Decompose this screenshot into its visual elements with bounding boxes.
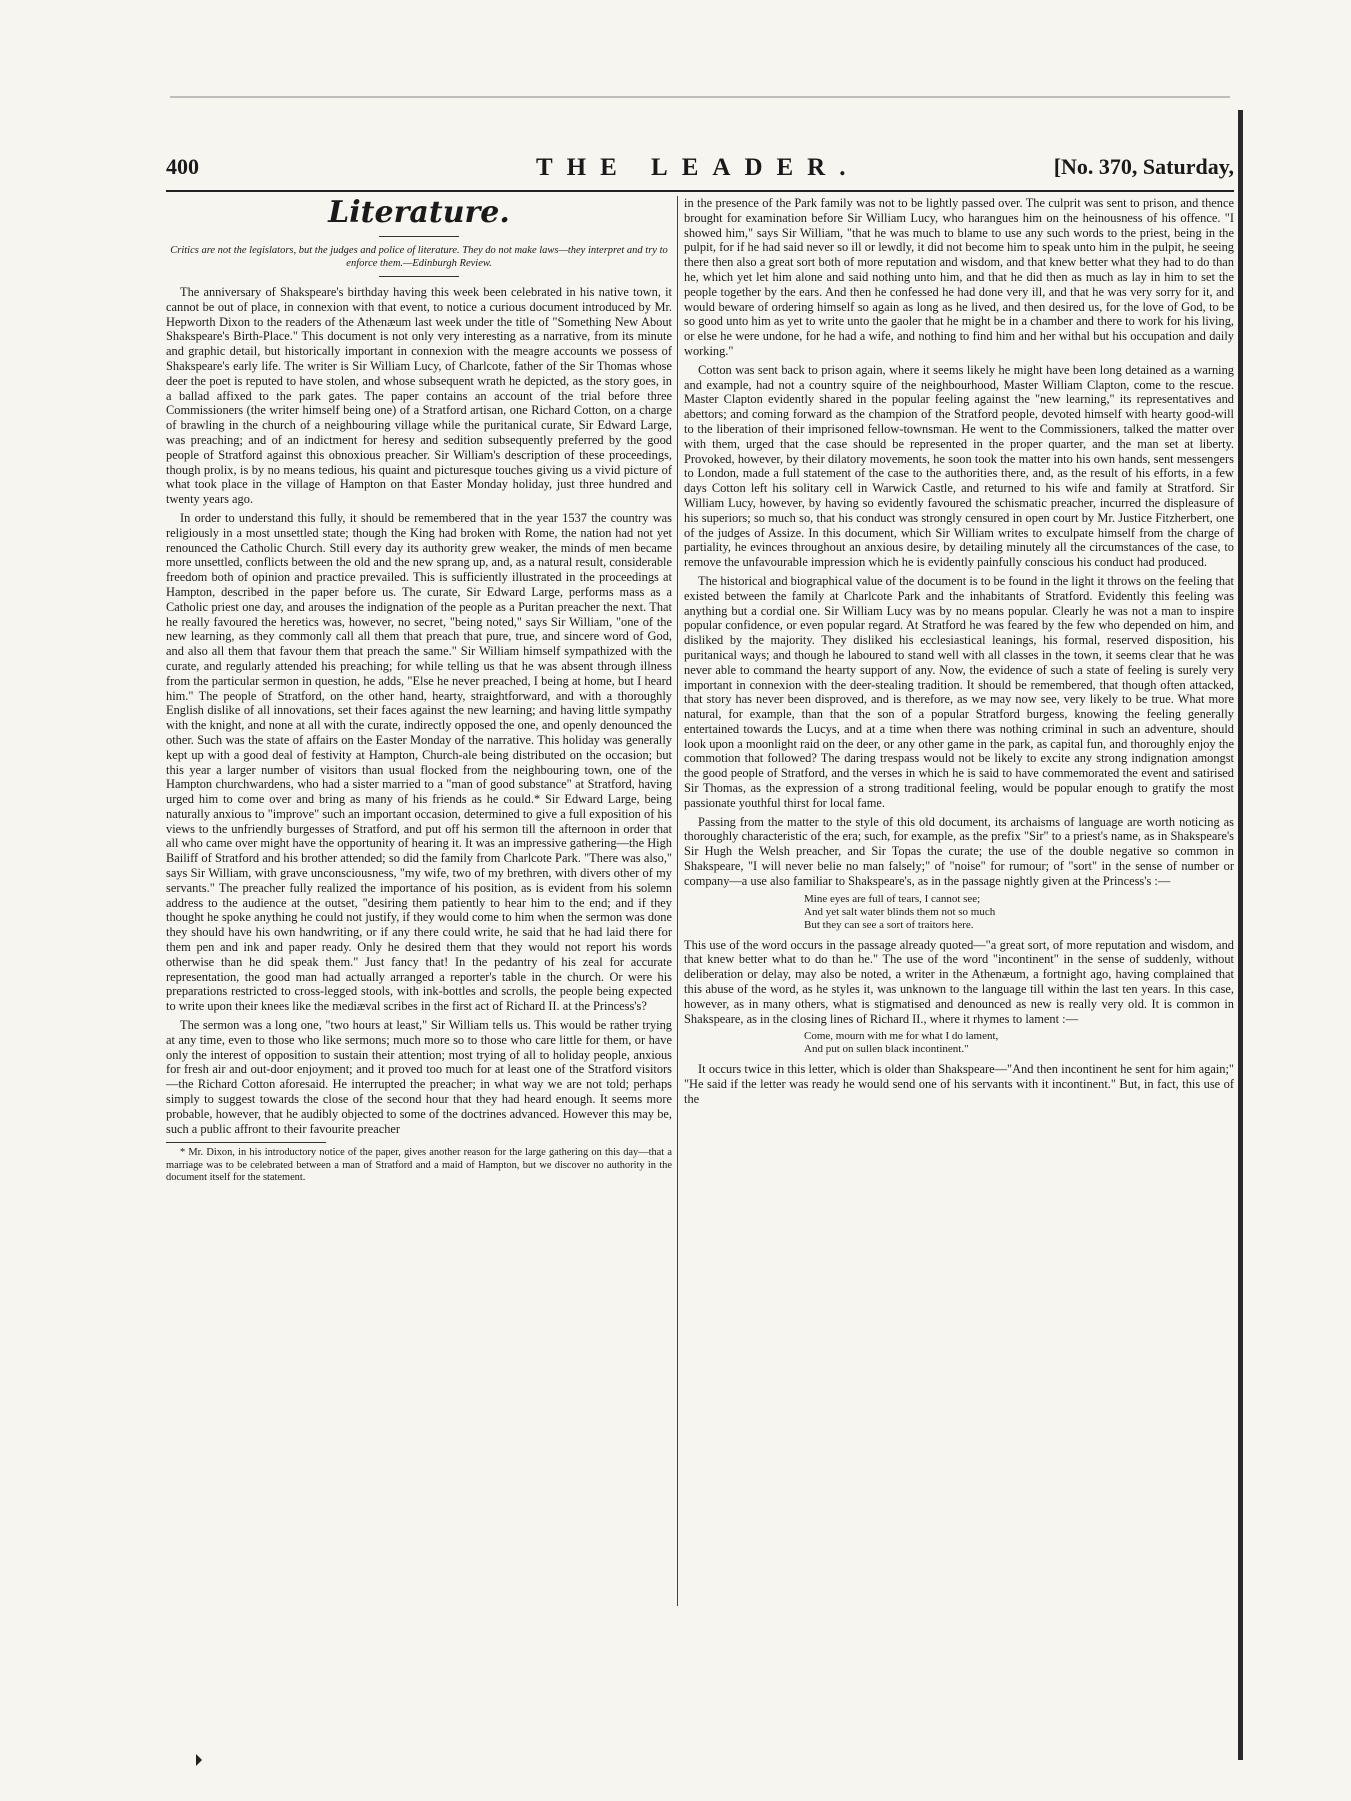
verse-quote (804, 1030, 1234, 1056)
footnote: * Mr. Dixon, in his introductory notice of the paper, gives another reason for the large gathering on this day—that a marriage was to be celebrated between a man of Stratford and a maid of Hampton, but we discover no authority in the document itself for the statement. (166, 1147, 672, 1184)
binding-edge (1238, 110, 1243, 1760)
epigraph: Critics are not the legislators, but the judges and police of literature. They do not make laws—they interpret and try to enforce them.—Edinburgh Review. (170, 245, 668, 269)
paragraph: The historical and biographical value of the document is to be found in the light it throws on the feeling that existed between the family at Charlcote Park and the inhabitants of Stratford. Evidently this feeling was anything but a cordial one. Sir William Lucy was by no means popular. Clearly he was not a man to inspire popular confidence, or even popular regard. At Stratford he was feared by the few who depended on him, and disliked by the majority. They disliked his ecclesiastical leanings, his formal, reserved disposition, his puritanical ways; and though he laboured to stand well with all classes in the town, it seems clear that he was never able to command the hearty support of any. Now, the evidence of such a state of feeling is surely very important in connexion with the deer-stealing tradition. It should be remembered, that though often attacked, that story has never been disproved, and is therefore, as we may now see, very likely to be true. What more natural, for example, than that the son of a popular Stratford burgess, knowing the feeling generally entertained towards the Lucys, and at a time when there was nothing criminal in such an adventure, should look upon a moonlight raid on the deer, or any other game in the park, as capital fun, and thoroughly enjoy the commotion that followed? The daring trespass would not be likely to excite any strong indignation amongst the good people of Stratford, and the verses in which he is said to have commemorated the event and satirised Sir Thomas, as the expression of a strong traditional feeling, would be popular enough to gratify the most passionate youthful thirst for local fame. (684, 573, 1234, 810)
right-column (684, 196, 1234, 1111)
page-number: 400 (166, 154, 199, 179)
paragraph: The anniversary of Shakspeare's birthday having this week been celebrated in his native town, it cannot be out of place, in connexion with that event, to notice a curious document introduced by Mr. Hepworth Dixon to the readers of the Athenæum last week under the title of "Something New About Shakspeare's Birth-Place." This document is not only very interesting as a narrative, from its minute and graphic detail, but historically important in connexion with the meagre accounts we possess of Shakspeare's early life. The writer is Sir William Lucy, of Charlcote, father of the Sir Thomas whose deer the poet is reputed to have stolen, and whose subsequent wrath he depicted, as the story goes, in a ballad affixed to the park gates. The paper contains an account of the trial before three Commissioners (the writer himself being one) of a Stratford artisan, one Richard Cotton, on a charge of brawling in the church of a neighbouring village while the puritanical curate, Sir Edward Large, was preaching; and of an indictment for heresy and sedition subsequently preferred by the good people of Stratford against this obnoxious preacher. Sir William's description of these proceedings, though prolix, is by no means tedious, his quaint and picturesque touches giving us a vivid picture of what took place in the village of Hampton on that Easter Monday holiday, just three hundred and twenty years ago. (166, 285, 672, 507)
paragraph: in the presence of the Park family was not to be lightly passed over. The culprit was sent to prison, and thence brought for examination before Sir William Lucy, who harangues him on the heinousness of his offence. "I showed him," says Sir William, "that he was much to blame to use any such words to the priest, being in the pulpit, for if he had said never so ill or lewdly, it did not become him to speak unto him in the pulpit, he seeing there then also a great sort both of more reputation and wisdom, and that knew better what they had to do than he, which yet let him alone and said nothing unto him, and that he did then as much as lay in him to set the people together by the ears. And then he confessed he had done very ill, and that he was very sorry for it, and would beware of ordering himself so again as long as he lived, and then desired us, for the love of God, to be so good unto him as yet to write unto the gaoler that he might be in a chamber and there to work for his living, or else he were undone, for he had a wife, and nothing to find him and her withal but his occupation and daily working." (684, 196, 1234, 358)
issue-info: [No. 370, Saturday, (1053, 154, 1234, 179)
paragraph: In order to understand this fully, it should be remembered that in the year 1537 the country was religiously in a most unsettled state; though the King had broken with Rome, the nation had not yet renounced the Catholic Church. Still every day its authority grew weaker, the minds of men became more unsettled, conflicts between the old and the new sprang up, and, as a natural result, considerable freedom both of opinion and practice prevailed. This is sufficiently illustrated in the proceedings at Hampton, described in the paper before us. The curate, Sir Edward Large, performs mass as a Catholic priest one day, and arouses the indignation of the people as a Puritan preacher the next. That he really favoured the heretics was, however, no secret, "being noted," says Sir William, "one of the new learning, as they commonly call all them that preach that pure, true, and sincere word of God, and also all them that favour them that preach the same." Sir William himself sympathized with the curate, and regularly attended his preaching; for while telling us that he was absent through illness from the particular sermon in question, he adds, "Else he never preached, I being at home, but I heard him." The people of Stratford, on the other hand, hearty, straightforward, and with a thoroughly English dislike of all innovations, set their faces against the new learning; and having little sympathy with the knight, and none at all with the curate, indirectly opposed the one, and openly denounced the other. Such was the state of affairs on the Easter Monday of the narrative. This holiday was generally kept up with a good deal of festivity at Hampton, Church-ale being distributed on the occasion; but this year a larger number of visitors than usual flocked from the neighbouring town, one of the Hampton churchwardens, who had a sister married to a "man of good substance" at Stratford, having urged him to come over and bring as many of his friends as he could.* Sir Edward Large, being naturally anxious to "improve" such an important occasion, determined to give a full exposition of his views to the unfriendly burgesses of Stratford, and put off his sermon till the afternoon in order that all who came over might have the opportunity of hearing it. It was an impressive gathering—the High Bailiff of Stratford and his brother attended; so did the family from Charlcote Park. "There was also," says Sir William, with grave unconsciousness, "my wife, two of my brethren, with divers other of my servants." The preacher fully realized the importance of his position, as is evident from his solemn address to the audience at the outset, "desiring them patiently to hear him to the end; and if they thought he spoke anything he could not justify, if they would come to him when the sermon was done they should have his own handwriting, or if any there could write, he said that he had laid there for them pen and ink and paper ready. Only he desired them that they would not report his words otherwise than he did speak them." Just fancy that! In the pedantry of his zeal for accurate representation, the good man had actually arranged a reporter's table in the church. Or were his preparations restricted to cross-legged stools, with ink-bottles and scrolls, the people being expected to write upon their knees like the mediæval scribes in the first act of Richard II. at the Princess's? (166, 510, 672, 1014)
paragraph: Cotton was sent back to prison again, where it seems likely he might have been long detained as a warning and example, had not a country squire of the neighbourhood, Master William Clapton, come to the rescue. Master Clapton evidently shared in the popular feeling against the "new learning," its representatives and abettors; and coming forward as the champion of the Stratford people, devoted himself with hearty good-will to the liberation of their imprisoned fellow-townsman. He went to the Commissioners, talked the matter over with them, urged that the case should be represented in the proper quarter, and the man set at liberty. Provoked, however, by their dilatory movements, he soon took the matter into his own hands, sent messengers to London, made a full statement of the case to the authorities there, and, as the result of his efforts, in a few days Cotton left his solitary cell in Warwick Castle, and returned to his wife and family at Stratford. Sir William Lucy, however, by having so evidently favoured the schismatic preacher, incurred the displeasure of his superiors; so much so, that his conduct was strongly censured in open court by Mr. Justice Fitzherbert, one of the judges of Assize. In this document, which Sir William writes to exculpate himself from the charge of partiality, he evinces throughout an anxious desire, by detailing minutely all the circumstances of the case, to remove the unfavourable impression which he is evidently painfully conscious his conduct had produced. (684, 362, 1234, 570)
corner-mark (196, 1754, 202, 1766)
verse-quote (804, 893, 1234, 932)
epigraph-rule (379, 276, 459, 277)
column-divider (677, 196, 678, 1606)
newspaper-title: THE LEADER. (536, 154, 860, 181)
page-header (166, 154, 1234, 192)
left-column (166, 196, 672, 1185)
verse-line: And put on sullen black incontinent." (804, 1043, 969, 1056)
verse-line: But they can see a sort of traitors here. (804, 918, 974, 931)
verse-line: Mine eyes are full of tears, I cannot see; (804, 892, 981, 905)
title-rule (379, 236, 459, 237)
paragraph: It occurs twice in this letter, which is older than Shakspeare—"And then incontinent he sent for him again;" "He said if the letter was ready he would send one of his servants with it incontinent." But, in fact, this use of the (684, 1062, 1234, 1107)
section-title: Literature. (328, 195, 510, 230)
paragraph: Passing from the matter to the style of this old document, its archaisms of language are worth noticing as thoroughly characteristic of the era; such, for example, as the prefix "Sir" to a priest's name, as in Shakspeare's Sir Hugh the Welsh preacher, and Sir Topas the curate; the use of the double negative so common in Shakspeare, "I will never belie no man falsely;" of "noise" for rumour; of "sort" in the sense of number or company—a use also familiar to Shakspeare's, as in the passage nightly given at the Princess's :— (684, 814, 1234, 888)
footnote-rule (166, 1142, 326, 1143)
paragraph: This use of the word occurs in the passage already quoted—"a great sort, of more reputation and wisdom, and that knew better what to do than he." The use of the word "incontinent" in the sense of suddenly, without deliberation or delay, may also be noted, a writer in the Athenæum, a fortnight ago, having complained that this abuse of the word, as he styles it, was unknown to the language till within the last ten years. In this case, however, as in many others, what is stigmatised and denounced as new is really very old. It is common in Shakspeare, as in the closing lines of Richard II., where it rhymes to lament :— (684, 937, 1234, 1026)
verse-line: And yet salt water blinds them not so much (804, 905, 996, 918)
top-rule (170, 96, 1230, 98)
paragraph: The sermon was a long one, "two hours at least," Sir William tells us. This would be rather trying at any time, even to those who like sermons; much more so to those who care little for them, or have only the interest of opposition to sustain their attention; most trying of all to holiday people, anxious for fresh air and out-door enjoyment; and it proved too much for at least one of the Stratford visitors—the Richard Cotton aforesaid. He interrupted the preacher; in what way we are not told; perhaps simply to suggest towards the close of the second hour that they had heard enough. It seems more probable, however, that he audibly objected to some of the doctrines advanced. However this may be, such a public affront to their favourite preacher (166, 1018, 672, 1136)
verse-line: Come, mourn with me for what I do lament, (804, 1030, 999, 1043)
